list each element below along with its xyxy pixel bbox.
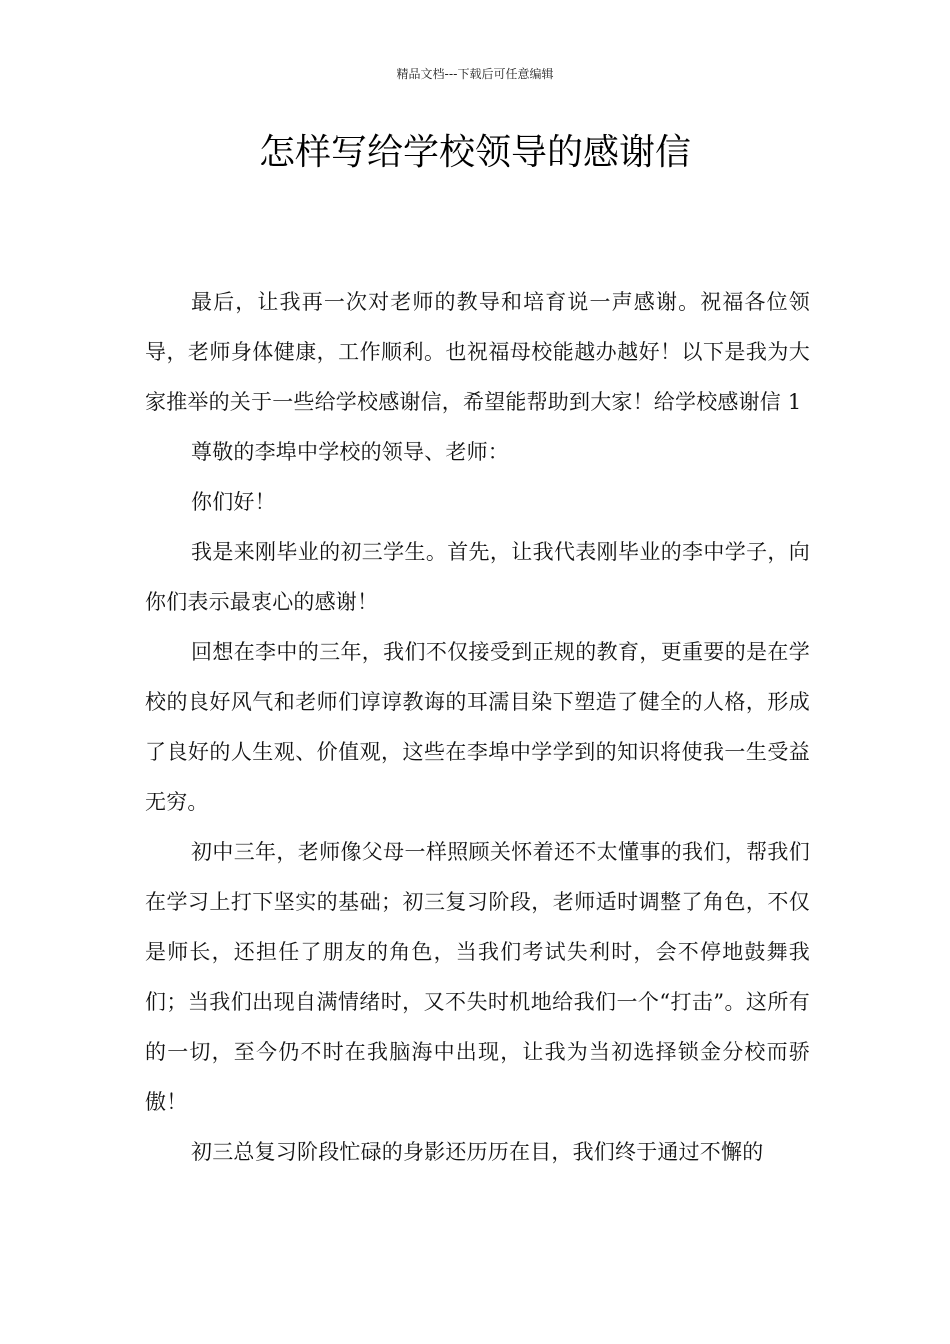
paragraph-self-introduction: 我是来刚毕业的初三学生。首先，让我代表刚毕业的李中学子，向你们表示最衷心的感谢！	[145, 540, 810, 614]
header-note: 精品文档---下载后可任意编辑	[396, 67, 554, 81]
paragraph-intro: 最后，让我再一次对老师的教导和培育说一声感谢。祝福各位领导，老师身体健康，工作顺利。也祝福母校能越办越好！以下是我为大家推举的关于一些给学校感谢信，希望能帮助到大家！给学校感谢信 1	[145, 290, 810, 414]
paragraph-salutation: 尊敬的李埠中学校的领导、老师：	[191, 440, 509, 464]
paragraph-review-period: 初三总复习阶段忙碌的身影还历历在目，我们终于通过不懈的	[191, 1140, 764, 1164]
paragraph-recollection: 回想在李中的三年，我们不仅接受到正规的教育，更重要的是在学校的良好风气和老师们谆谆教诲的耳濡目染下塑造了健全的人格，形成了良好的人生观、价值观，这些在李埠中学学到的知识将使我一生受益无穷。	[145, 640, 810, 814]
document-body	[145, 277, 810, 1177]
paragraph-teachers-care: 初中三年，老师像父母一样照顾关怀着还不太懂事的我们，帮我们在学习上打下坚实的基础；初三复习阶段，老师适时调整了角色，不仅是师长，还担任了朋友的角色，当我们考试失利时，会不停地鼓舞我们；当我们出现自满情绪时，又不失时机地给我们一个“打击”。这所有的一切，至今仍不时在我脑海中出现，让我为当初选择锁金分校而骄傲！	[145, 840, 810, 1114]
document-title: 怎样写给学校领导的感谢信	[258, 132, 691, 173]
paragraph-greeting: 你们好！	[191, 490, 276, 514]
